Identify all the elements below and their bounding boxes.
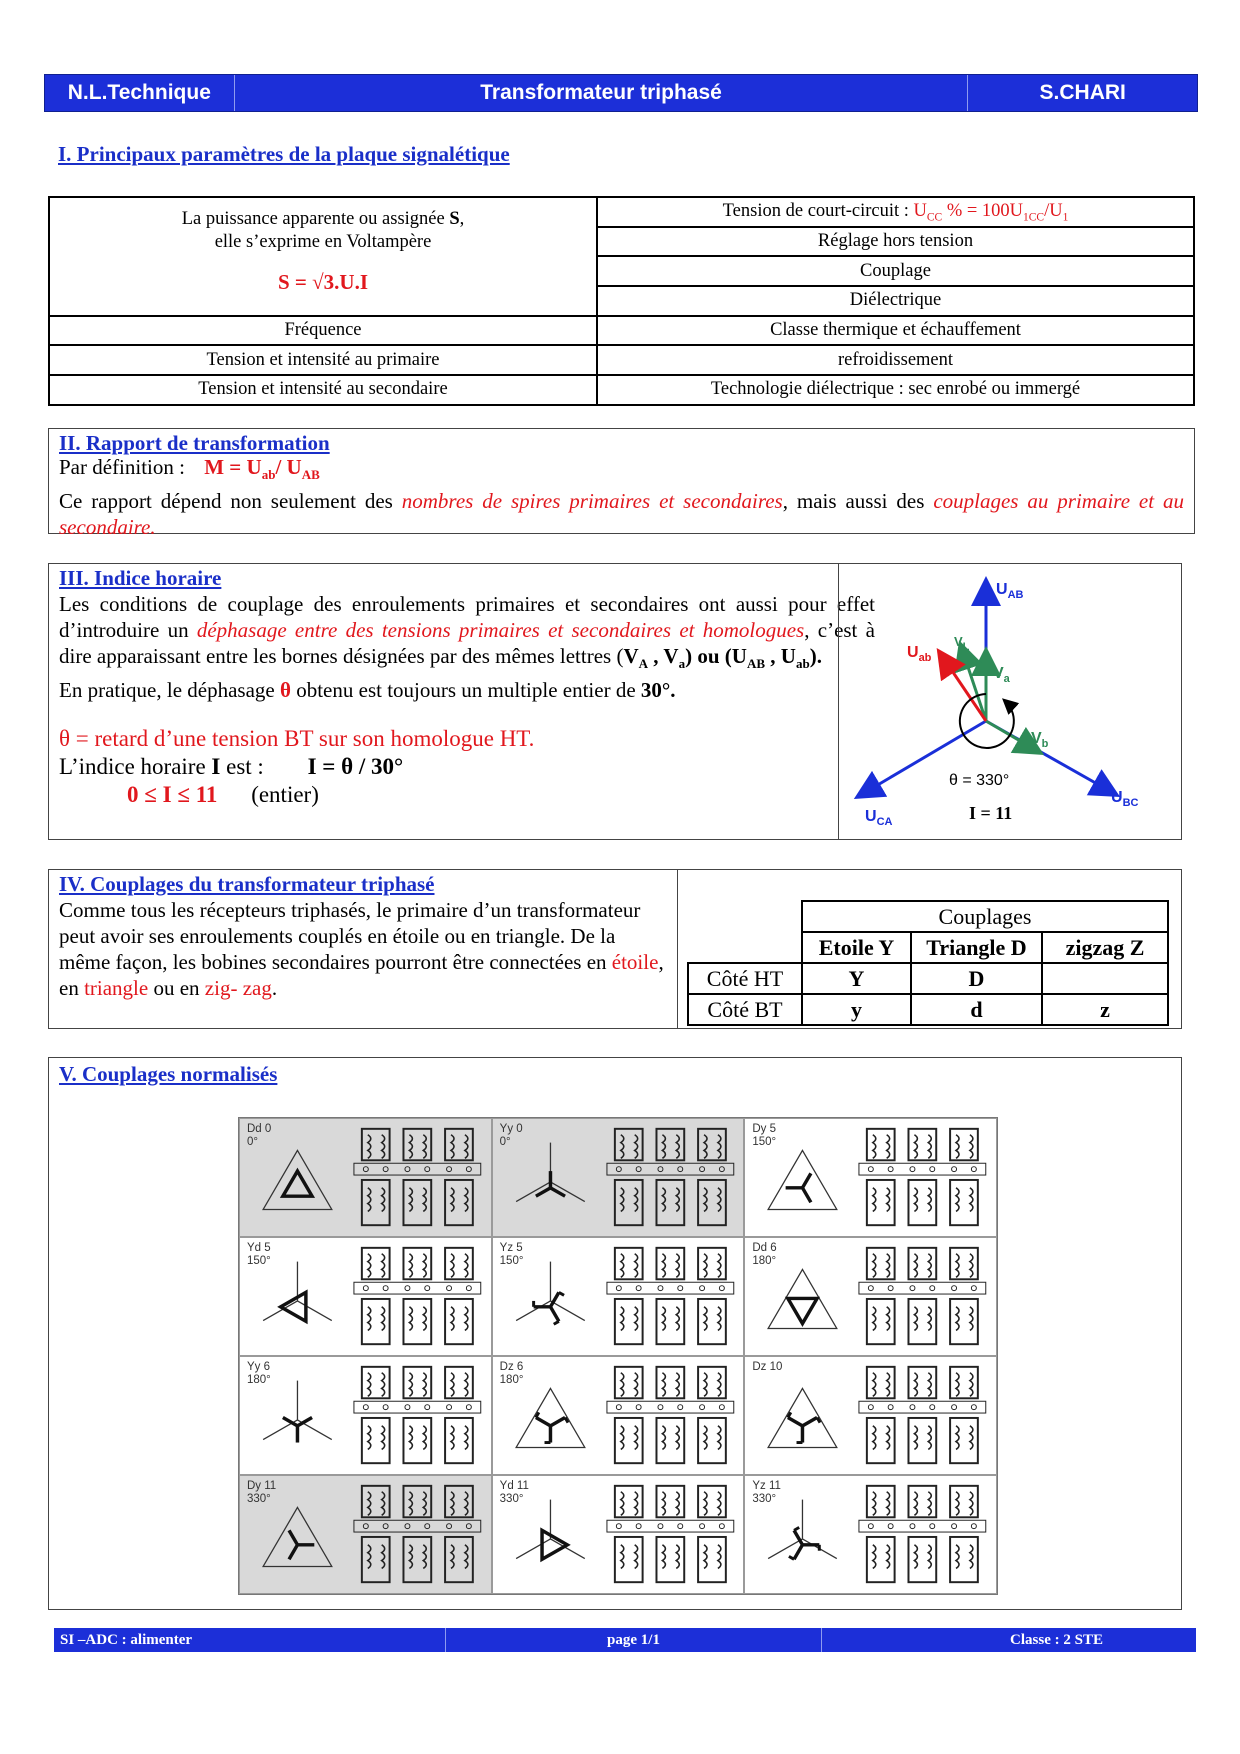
coupling-cell <box>492 1118 745 1237</box>
section-3-box <box>48 563 1182 840</box>
coupling-angle: 0° <box>247 1136 258 1148</box>
coupling-diagram <box>240 1476 491 1593</box>
ratio-text: Ce rapport dépend non seulement des <box>59 489 402 514</box>
coupling-diagram <box>745 1119 996 1236</box>
nameplate-table <box>48 196 1195 406</box>
couplage-corner <box>688 932 802 963</box>
vl-label: $V_L$ <box>954 634 970 653</box>
coupling-cell <box>744 1118 997 1237</box>
indice-paragraph-1 <box>59 591 875 677</box>
coupling-code: Dy 5 <box>752 1123 776 1135</box>
indice-range: 0 ≤ I ≤ 11 <box>127 782 218 808</box>
uab-label: $U_{AB}$ <box>996 581 1024 601</box>
plate-left-row: Fréquence <box>49 316 597 346</box>
section-4-box <box>48 869 1182 1029</box>
couplage-cell <box>1042 963 1168 994</box>
ratio-formula: $M = U_{ab}/$ $U_{AB}$ <box>204 455 320 483</box>
short-circuit-formula: $U_{CC}$ % = $100U_{1CC}/U_1$ <box>913 200 1069 224</box>
plate-right-row: Réglage hors tension <box>597 227 1194 257</box>
couplage-triangle: triangle <box>84 976 149 1000</box>
vl-arrow <box>961 646 986 721</box>
apparent-symbol: S <box>449 209 460 229</box>
indice-step: 30°. <box>640 678 676 703</box>
header-title: Transformateur triphasé <box>235 75 969 111</box>
couplage-corner <box>688 901 802 932</box>
couplage-header: Triangle D <box>911 932 1042 963</box>
coupling-diagram <box>745 1476 996 1593</box>
coupling-cell <box>492 1475 745 1594</box>
coupling-diagram <box>493 1238 744 1355</box>
coupling-code: Dd 0 <box>247 1123 272 1135</box>
apparent-unit-text: elle s’exprime en Voltampère <box>214 232 432 252</box>
couplage-table <box>687 900 1169 1026</box>
coupling-code: Yz 5 <box>499 1242 523 1254</box>
coupling-label <box>752 1361 782 1374</box>
coupling-angle: 330° <box>752 1493 777 1505</box>
uab-small-arrow <box>940 653 986 721</box>
coupling-code: Yd 11 <box>499 1480 529 1492</box>
short-circuit-cell <box>597 197 1194 227</box>
coupling-label <box>247 1123 271 1149</box>
indice-symbol: I <box>211 754 221 780</box>
definition-label: Par définition : <box>59 455 185 479</box>
plate-right-row: Classe thermique et échauffement <box>597 316 1194 346</box>
coupling-label <box>247 1242 271 1268</box>
section-2-box <box>48 428 1195 540</box>
theta-symbol: θ <box>280 678 291 703</box>
indice-formula: I = θ / 30° <box>307 754 404 780</box>
couplage-zigzag: zig- zag <box>204 976 272 1000</box>
ratio-emph-2: couplages au primaire et au secondaire. <box>59 489 1185 540</box>
coupling-diagram <box>745 1238 996 1355</box>
indice-range-note: (entier) <box>251 782 319 808</box>
indice-text: En pratique, le déphasage <box>59 678 280 703</box>
indice-vars: $V_A$ , $V_a$) ou ($U_{AB}$ , $U_{ab}$). <box>623 644 822 672</box>
coupling-angle: 180° <box>247 1374 271 1386</box>
coupling-label <box>500 1242 524 1268</box>
section-3-title: III. Indice horaire <box>59 566 222 590</box>
footer-class: Classe : 2 STE <box>1010 1631 1103 1648</box>
coupling-label <box>247 1361 271 1387</box>
footer-bar <box>54 1628 1196 1652</box>
short-circuit-label: Tension de court-circuit : <box>722 200 914 221</box>
coupling-code: Yz 11 <box>752 1480 781 1492</box>
plate-left-row: Tension et intensité au primaire <box>49 345 597 375</box>
uca-label: $U_{CA}$ <box>865 808 893 828</box>
coupling-diagram <box>745 1357 996 1474</box>
theta-value-label: θ = 330° <box>949 772 1010 789</box>
section-4-text <box>59 872 669 1001</box>
coupling-diagram <box>240 1357 491 1474</box>
coupling-angle: 330° <box>247 1493 271 1505</box>
coupling-cell <box>492 1356 745 1475</box>
apparent-power-formula: S = √3.U.I <box>277 270 368 294</box>
couplage-cell: d <box>911 994 1042 1025</box>
couplage-cell: Y <box>802 963 911 994</box>
vb-label: $V_b$ <box>1031 730 1049 750</box>
couplage-header: Etoile Y <box>802 932 911 963</box>
ratio-emph-1: nombres de spires primaires et secondaires <box>401 489 783 514</box>
couplage-row-label: Côté BT <box>688 994 802 1025</box>
indice-formula-text: L’indice horaire <box>59 754 212 780</box>
coupling-diagram <box>240 1119 491 1236</box>
apparent-power-cell <box>49 197 597 316</box>
couplage-header: zigzag Z <box>1042 932 1168 963</box>
apparent-comma: , <box>459 209 465 229</box>
coupling-label <box>752 1242 776 1268</box>
coupling-angle: 330° <box>499 1493 524 1505</box>
uab-small-label: $U_{ab}$ <box>907 644 932 664</box>
coupling-cell <box>239 1237 492 1356</box>
coupling-label <box>500 1361 524 1387</box>
coupling-label <box>752 1480 781 1506</box>
coupling-label <box>500 1123 523 1149</box>
index-value-label: I = 11 <box>969 803 1013 823</box>
plate-right-row: Diélectrique <box>597 286 1194 316</box>
coupling-angle: 180° <box>499 1374 524 1386</box>
indice-formula-line <box>59 753 875 781</box>
coupling-code: Yd 5 <box>247 1242 271 1254</box>
couplage-star: étoile <box>611 950 659 974</box>
indice-text: obtenu est toujours un multiple entier de <box>290 678 641 703</box>
coupling-code: Dd 6 <box>752 1242 777 1254</box>
coupling-diagram <box>493 1476 744 1593</box>
couplage-text: , en <box>59 950 664 1000</box>
footer-page: page 1/1 <box>446 1628 822 1652</box>
coupling-cell <box>239 1118 492 1237</box>
indice-text-post: , c’est à dire apparaissant entre les bornes désignées par des mêmes lettres ( <box>59 618 875 668</box>
coupling-label <box>752 1123 776 1149</box>
coupling-code: Dz 6 <box>499 1361 524 1373</box>
coupling-angle: 150° <box>247 1255 271 1267</box>
coupling-angle: 150° <box>499 1255 524 1267</box>
ratio-paragraph <box>59 488 1184 540</box>
indice-range-line <box>59 781 875 809</box>
section-4-divider <box>677 870 678 1028</box>
coupling-cell <box>239 1475 492 1594</box>
va-label: $V_a$ <box>993 665 1010 685</box>
couplage-paragraph <box>59 897 669 1001</box>
couplage-row-label: Côté HT <box>688 963 802 994</box>
section-2-title: II. Rapport de transformation <box>59 431 330 455</box>
theta-definition: θ = retard d’une tension BT sur son homologue HT. <box>59 726 535 752</box>
couplage-cell: D <box>911 963 1042 994</box>
ubc-label: $U_{BC}$ <box>1111 789 1139 809</box>
coupling-code: Yy 0 <box>499 1123 523 1135</box>
coupling-cell <box>492 1237 745 1356</box>
section-4-title: IV. Couplages du transformateur triphasé <box>59 872 435 896</box>
coupling-code: Yy 6 <box>247 1361 271 1373</box>
plate-left-row: Tension et intensité au secondaire <box>49 375 597 405</box>
section-5-title: V. Couplages normalisés <box>59 1062 278 1086</box>
coupling-diagram <box>493 1357 744 1474</box>
coupling-cell <box>744 1356 997 1475</box>
header-bar <box>44 74 1198 112</box>
footer-left: SI –ADC : alimenter <box>54 1628 446 1652</box>
coupling-angle: 150° <box>752 1136 777 1148</box>
couplage-caption: Couplages <box>802 901 1168 932</box>
header-subject: N.L.Technique <box>45 75 235 111</box>
section-3-text <box>59 566 875 809</box>
coupling-diagram <box>240 1238 491 1355</box>
couplage-cell: z <box>1042 994 1168 1025</box>
couplage-text: Comme tous les récepteurs triphasés, le primaire d’un transformateur peut avoir ses enroulements couplés en étoile ou en triangle. De la même façon, les bobines secondaires pourront être connectées en <box>59 898 641 974</box>
header-author: S.CHARI <box>1039 81 1126 104</box>
couplage-text: ou en <box>148 976 205 1000</box>
couplage-text: . <box>271 976 278 1000</box>
coupling-code: Dy 11 <box>247 1480 277 1492</box>
coupling-grid <box>238 1117 998 1595</box>
plate-right-row: refroidissement <box>597 345 1194 375</box>
coupling-label <box>500 1480 529 1506</box>
coupling-cell <box>239 1356 492 1475</box>
indice-text: Les conditions de couplage des enroulements primaires et secondaires ont aussi pour effet d’introduire un <box>59 592 875 642</box>
indice-formula-text: est : <box>220 754 264 780</box>
indice-paragraph-2 <box>59 677 875 703</box>
coupling-code: Dz 10 <box>752 1361 783 1373</box>
apparent-text: La puissance apparente ou assignée <box>181 209 450 229</box>
indice-emph: déphasage entre des tensions primaires et secondaires et homologues <box>196 618 805 642</box>
couplage-cell: y <box>802 994 911 1025</box>
coupling-cell <box>744 1237 997 1356</box>
plate-right-row: Technologie diélectrique : sec enrobé ou immergé <box>597 375 1194 405</box>
coupling-cell <box>744 1475 997 1594</box>
coupling-angle: 0° <box>499 1136 511 1148</box>
phasor-diagram <box>839 564 1181 839</box>
ratio-text-mid: , mais aussi des <box>782 489 934 514</box>
coupling-angle: 180° <box>752 1255 777 1267</box>
definition-line <box>59 454 1184 488</box>
plate-right-row: Couplage <box>597 256 1194 286</box>
coupling-label <box>247 1480 276 1506</box>
section-1-title: I. Principaux paramètres de la plaque signalétique <box>58 142 510 166</box>
coupling-diagram <box>493 1119 744 1236</box>
